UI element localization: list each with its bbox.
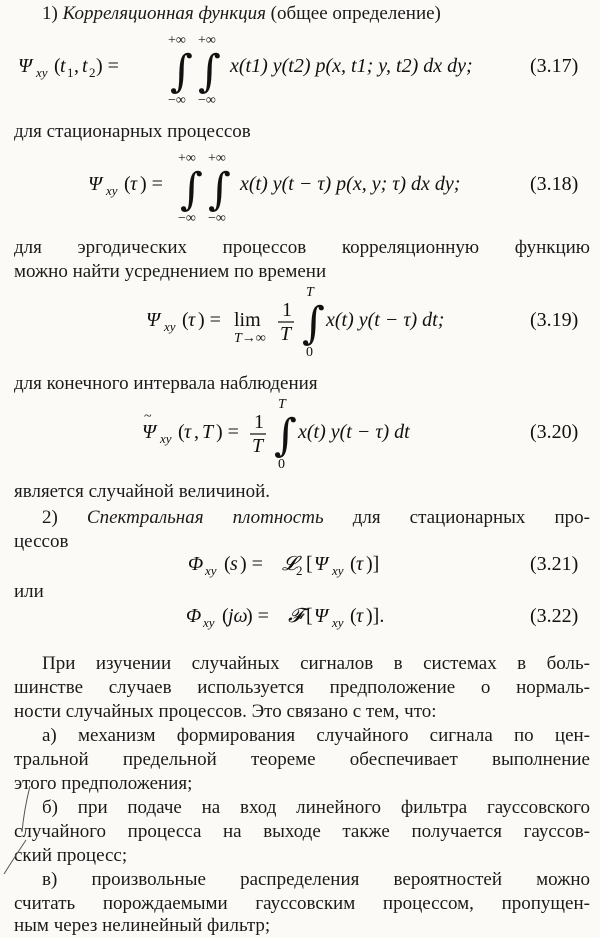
svg-text:) =: ) =	[140, 173, 163, 195]
svg-text:+∞: +∞	[178, 151, 196, 166]
eq-3-19-frac-den: T	[280, 323, 292, 345]
svg-text:Ψ: Ψ	[314, 605, 329, 627]
svg-text:) =: ) =	[198, 309, 221, 331]
svg-text:2: 2	[296, 563, 303, 578]
svg-text:Ψ: Ψ	[142, 421, 157, 443]
svg-text:∫: ∫	[274, 410, 297, 461]
svg-text:+∞: +∞	[198, 33, 216, 48]
svg-text:1: 1	[67, 65, 74, 80]
svg-text:τ: τ	[184, 421, 192, 443]
svg-text:+∞: +∞	[168, 33, 186, 48]
svg-text:Ψ: Ψ	[88, 173, 103, 195]
svg-text:T: T	[278, 397, 286, 412]
svg-text:) =: ) =	[96, 55, 119, 77]
svg-text:)].: )].	[366, 605, 385, 627]
item-2-rest: для стационарных про-	[352, 507, 590, 528]
svg-text:Ψ: Ψ	[146, 309, 161, 331]
svg-text:∫: ∫	[302, 298, 325, 349]
svg-text:(: (	[350, 553, 357, 575]
text-finite: для конечного интервала наблюдения	[14, 373, 318, 394]
svg-text:(: (	[224, 553, 231, 575]
text-random: является случайной величиной.	[14, 481, 270, 502]
svg-text:xy: xy	[36, 65, 48, 80]
svg-text:(: (	[222, 605, 229, 627]
svg-text:−∞: −∞	[198, 93, 216, 108]
eq-3-18-number: (3.18)	[530, 173, 579, 195]
svg-text:jω: jω	[228, 605, 248, 627]
equation-3-17	[0, 30, 600, 110]
svg-text:,: ,	[74, 55, 79, 77]
eq-3-22-number: (3.22)	[530, 605, 579, 627]
svg-text:−∞: −∞	[178, 211, 196, 226]
eq-3-18-body: x(t) y(t − τ) p(x, y; τ) dx dy;	[240, 173, 461, 195]
equation-3-21	[0, 546, 600, 580]
svg-text:) =: ) =	[216, 421, 239, 443]
svg-text:τ: τ	[130, 173, 138, 195]
svg-text:(: (	[124, 173, 131, 195]
svg-text:xy: xy	[205, 563, 217, 578]
item-1-term: Корреляционная функция	[62, 3, 266, 24]
item-2-number: 2)	[42, 507, 58, 528]
item-1-rest: (общее определение)	[270, 3, 441, 24]
svg-text:2: 2	[89, 65, 96, 80]
svg-text:)]: )]	[366, 553, 380, 575]
svg-text:(: (	[178, 421, 185, 443]
item-1-heading	[42, 2, 590, 26]
svg-text:,: ,	[194, 421, 199, 443]
svg-text:𝓕: 𝓕	[288, 605, 303, 627]
svg-text:(: (	[182, 309, 189, 331]
svg-text:Φ: Φ	[188, 553, 204, 575]
eq-3-20-body: x(t) y(t − τ) dt	[298, 421, 410, 443]
equation-3-19	[0, 284, 600, 362]
eq-3-19-number: (3.19)	[530, 309, 579, 331]
eq-3-20-number: (3.20)	[530, 421, 579, 443]
svg-text:[: [	[306, 553, 313, 575]
svg-text:Ψ: Ψ	[314, 553, 329, 575]
svg-text:+∞: +∞	[208, 151, 226, 166]
svg-text:xy: xy	[164, 319, 176, 334]
svg-text:t: t	[82, 55, 88, 77]
eq-3-19-lim-sub: T→∞	[234, 331, 266, 346]
svg-text:Ψ: Ψ	[18, 55, 33, 77]
list-c-line-3: ным через нелинейный фильтр;	[14, 915, 271, 936]
paragraph-line-3: ности случайных процессов. Это связано с тем, что:	[14, 701, 437, 722]
svg-text:T: T	[202, 421, 214, 443]
list-b-line-1: б) при подаче на вход линейного фильтра гауссовского	[42, 797, 590, 818]
equation-3-20	[0, 396, 600, 474]
list-c-line-1: в) произвольные распределения вероятностей можно	[42, 869, 590, 890]
svg-text:xy: xy	[203, 615, 215, 630]
svg-text:τ: τ	[356, 605, 364, 627]
eq-3-17-body: x(t1) y(t2) p(x, t1; y, t2) dx dy;	[230, 55, 473, 77]
svg-text:xy: xy	[332, 615, 344, 630]
paragraph-line-2: шинстве случаев используется предположение о нормаль-	[14, 677, 590, 698]
item-1-number: 1)	[42, 3, 58, 24]
svg-text:xy: xy	[106, 183, 118, 198]
equation-3-18	[0, 148, 600, 228]
svg-text:τ: τ	[356, 553, 364, 575]
svg-text:s: s	[230, 553, 238, 575]
svg-text:t: t	[60, 55, 66, 77]
list-a-line-2: тральной предельной теореме обеспечивает выполнение	[14, 749, 590, 770]
svg-text:(: (	[350, 605, 357, 627]
eq-3-20-frac-den: T	[252, 435, 264, 457]
svg-text:xy: xy	[160, 431, 172, 446]
item-2-term: Спектральная плотность	[86, 507, 324, 528]
eq-3-21-number: (3.21)	[530, 553, 579, 575]
svg-text:τ: τ	[188, 309, 196, 331]
text-or: или	[14, 581, 44, 602]
paragraph-line-1: При изучении случайных сигналов в системах в боль-	[42, 653, 590, 674]
svg-text:−∞: −∞	[208, 211, 226, 226]
svg-text:∫: ∫	[208, 164, 231, 215]
svg-text:~: ~	[144, 409, 152, 424]
eq-3-19-lim: lim	[234, 309, 261, 331]
eq-3-20-frac-num: 1	[254, 411, 264, 433]
svg-text:T: T	[306, 285, 314, 300]
svg-text:∫: ∫	[198, 46, 221, 97]
item-2-cont: цессов	[14, 531, 69, 552]
svg-text:Φ: Φ	[186, 605, 202, 627]
equation-3-22	[0, 598, 600, 632]
text-stationary: для стационарных процессов	[14, 121, 251, 142]
svg-text:0: 0	[278, 457, 285, 472]
pencil-mark	[0, 780, 40, 880]
svg-text:xy: xy	[332, 563, 344, 578]
svg-text:) =: ) =	[246, 605, 269, 627]
list-b-line-3: ский процесс;	[14, 845, 128, 866]
svg-text:∫: ∫	[170, 46, 193, 97]
svg-text:(: (	[54, 55, 61, 77]
list-a-line-3: этого предположения;	[14, 773, 193, 794]
list-b-line-2: случайного процесса на выходе также получается гауссов-	[14, 821, 590, 842]
list-a-line-1: а) механизм формирования случайного сигнала по цен-	[42, 725, 590, 746]
eq-3-17-number: (3.17)	[530, 55, 579, 77]
eq-3-19-frac-num: 1	[282, 299, 292, 321]
text-ergodic-2: можно найти усреднением по времени	[14, 261, 327, 282]
svg-text:[: [	[306, 605, 313, 627]
svg-text:) =: ) =	[240, 553, 263, 575]
svg-text:𝓛: 𝓛	[282, 553, 297, 575]
svg-text:∫: ∫	[180, 164, 203, 215]
list-c-line-2: считать порождаемыми гауссовским процессом, пропущен-	[14, 893, 590, 914]
eq-3-19-body: x(t) y(t − τ) dt;	[326, 309, 445, 331]
text-ergodic-1: для эргодических процессов корреляционную функцию	[14, 237, 590, 258]
svg-text:0: 0	[306, 345, 313, 360]
item-2-heading	[42, 506, 590, 530]
svg-text:−∞: −∞	[168, 93, 186, 108]
